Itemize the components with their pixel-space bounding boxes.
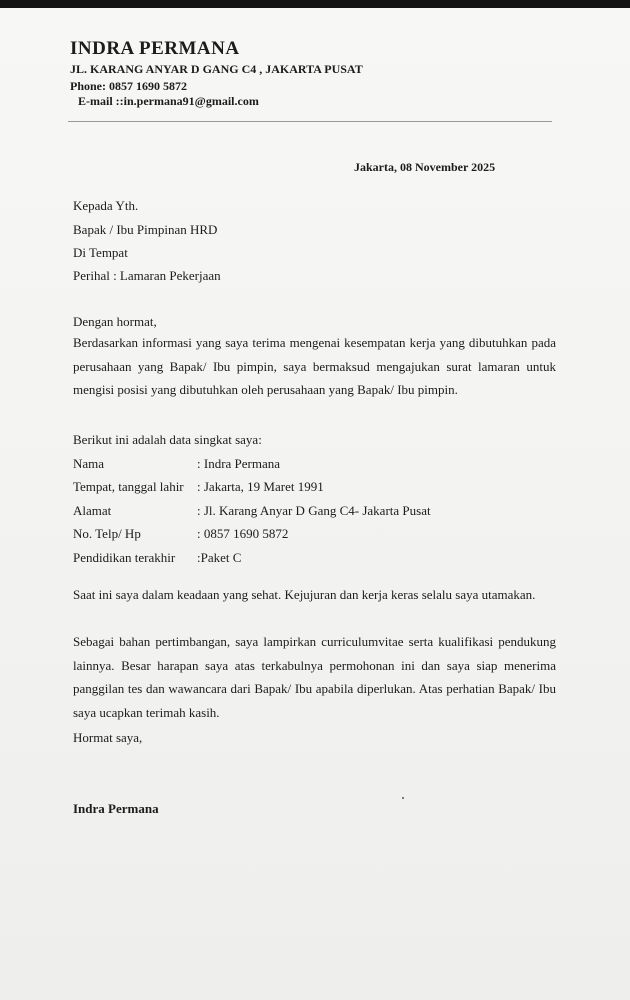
letter-date: Jakarta, 08 November 2025 — [354, 160, 496, 174]
letter-page — [0, 8, 630, 1000]
scan-border — [0, 0, 630, 8]
data-value-birth: : Jakarta, 19 Maret 1991 — [197, 479, 324, 494]
recipient-line-2: Bapak / Ibu Pimpinan HRD — [73, 222, 218, 237]
scan-speck — [402, 797, 404, 799]
health-paragraph: Saat ini saya dalam keadaan yang sehat. Kejujuran dan kerja keras selalu saya utamakan. — [73, 587, 536, 602]
recipient-line-1: Kepada Yth. — [73, 198, 139, 213]
data-label-name: Nama — [73, 456, 105, 471]
data-label-birth: Tempat, tanggal lahir — [73, 479, 184, 494]
sender-name: INDRA PERMANA — [70, 38, 240, 59]
data-label-address: Alamat — [73, 503, 112, 518]
data-value-education: :Paket C — [197, 550, 242, 565]
data-label-education: Pendidikan terakhir — [73, 550, 176, 565]
signature-name: Indra Permana — [73, 801, 159, 816]
data-value-name: : Indra Permana — [197, 456, 281, 471]
sender-address: JL. KARANG ANYAR D GANG C4 , JAKARTA PUSAT — [70, 62, 363, 76]
intro-paragraph: Berdasarkan informasi yang saya terima mengenai kesempatan kerja yang dibutuhkan pada perusahaan yang Bapak/ Ibu pimpin, saya bermaksud mengajukan surat lamaran untuk mengisi posisi yang dibutuhkan oleh perusahaan yang Bapak/ Ibu pimpin. — [73, 335, 556, 397]
recipient-line-3: Di Tempat — [73, 245, 128, 260]
sender-phone: Phone: 0857 1690 5872 — [70, 79, 187, 93]
closing-paragraph: Sebagai bahan pertimbangan, saya lampirkan curriculumvitae serta kualifikasi pendukung lainnya. Besar harapan saya atas terkabulnya permohonan ini dan saya siap menerima panggilan tes dan wawancara dari Bapak/ Ibu apabila diperlukan. Atas perhatian Bapak/ Ibu saya ucapkan terimah kasih. — [73, 634, 556, 720]
header-divider — [68, 121, 552, 122]
sender-email: E-mail ::in.permana91@gmail.com — [78, 94, 259, 108]
subject-line: Perihal : Lamaran Pekerjaan — [73, 268, 221, 283]
data-value-phone: : 0857 1690 5872 — [197, 526, 289, 541]
data-intro: Berikut ini adalah data singkat saya: — [73, 432, 262, 447]
data-value-address: : Jl. Karang Anyar D Gang C4- Jakarta Pusat — [197, 503, 431, 518]
salutation: Hormat saya, — [73, 730, 143, 745]
greeting: Dengan hormat, — [73, 314, 157, 329]
data-label-phone: No. Telp/ Hp — [73, 526, 141, 541]
